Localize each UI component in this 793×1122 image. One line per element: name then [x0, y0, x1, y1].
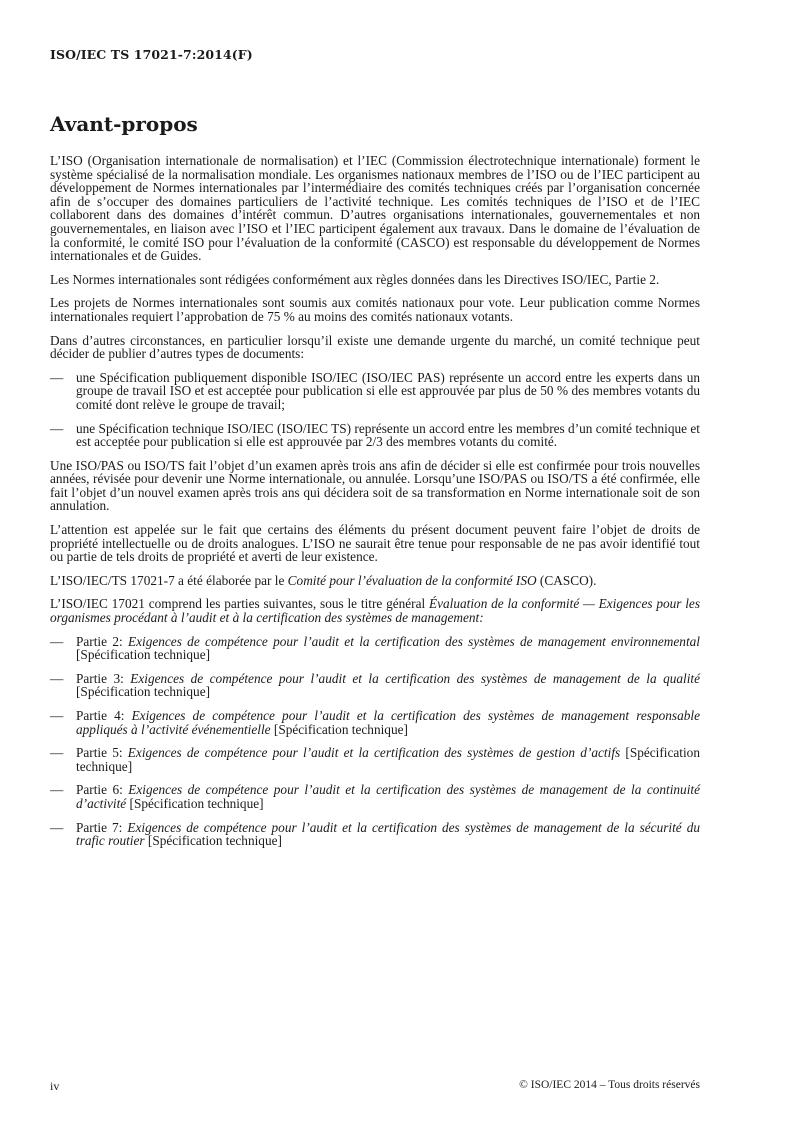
part-title: Exigences de compétence pour l’audit et la certification des systèmes de management de la qualité: [130, 670, 700, 686]
paragraph-review: Une ISO/PAS ou ISO/TS fait l’objet d’un examen après trois ans afin de décider si elle est confirmée pour trois nouvelles années, révisée pour devenir une Norme internationale, ou annulée. Lorsqu’une ISO/PAS ou ISO/TS a été confirmée, elle fait l’objet d’un nouvel examen après trois ans qui décidera soit de sa transformation en Norme internationale soit de son annulation.: [50, 457, 700, 514]
dash-marker: —: [50, 745, 64, 761]
list-item: [50, 746, 700, 773]
dash-marker: —: [50, 369, 64, 385]
paragraph-voting: Les projets de Normes internationales sont soumis aux comités nationaux pour vote. Leur publication comme Normes internationales requiert l’approbation de 75 % au moins des comités nationaux votants.: [50, 295, 700, 324]
dash-marker: —: [50, 782, 64, 798]
copyright-notice: © ISO/IEC 2014 – Tous droits réservés: [519, 1079, 700, 1091]
text: (CASCO).: [536, 572, 597, 588]
dash-marker: —: [50, 708, 64, 723]
page-number: iv: [50, 1079, 60, 1093]
part-label: Partie 2:: [76, 633, 128, 649]
part-label: Partie 7:: [76, 819, 128, 835]
part-title: Exigences de compétence pour l’audit et la certification des systèmes de gestion d’actifs: [127, 745, 621, 761]
paragraph-intro: L’ISO (Organisation internationale de normalisation) et l’IEC (Commission électrotechnique internationale) forment le système spécialisé de la normalisation mondiale. Les organismes nationaux membres de l’ISO ou de l’IEC participent au développement de Normes internationales par l’intermédiaire des comités techniques créés par l’organisation concernée afin de s’occuper des domaines particuliers de l’activité technique. Les comités techniques de l’ISO et de l’IEC collaborent dans des domaines d’intérêt commun. D’autres organisations internationales, gouvernementales et non gouvernementales, en liaison avec l’ISO et l’IEC participent également aux travaux. Dans le domaine de l’évaluation de la conformité, le comité ISO pour l’évaluation de la conformité (CASCO) est responsable du développement de Normes internationales et de Guides.: [50, 153, 700, 264]
dash-marker: —: [50, 819, 64, 835]
list-item: [50, 371, 700, 412]
part-label: Partie 3:: [76, 670, 131, 686]
text: L’ISO/IEC 17021 comprend les parties suivantes, sous le titre général: [50, 596, 429, 612]
list-item: [50, 821, 700, 848]
dash-marker: —: [50, 670, 64, 686]
list-item: [50, 635, 700, 662]
list-item-text: une Spécification technique ISO/IEC (ISO/IEC TS) représente un accord entre les membres d’un comité technique et est acceptée pour publication si elle est approuvée par 2/3 des membres votants du comité.: [76, 420, 700, 450]
list-item: [50, 422, 700, 449]
list-item-text: une Spécification publiquement disponible ISO/IEC (ISO/IEC PAS) représente un accord entre les experts dans un groupe de travail ISO et est acceptée pour publication si elle est approuvée par plus de 50 % des membres votants du comité dont relève le groupe de travail;: [76, 369, 700, 412]
part-type: [Spécification technique]: [126, 795, 264, 811]
part-label: Partie 4:: [76, 708, 132, 723]
part-title: Exigences de compétence pour l’audit et la certification des systèmes de management environnemental: [127, 633, 700, 649]
part-title: Exigences de compétence pour l’audit et la certification des systèmes de management de la sécurité du trafic routier: [76, 819, 700, 849]
list-item: [50, 783, 700, 810]
document-types-list: [50, 371, 700, 449]
list-item: [50, 709, 700, 736]
paragraph-directives: Les Normes internationales sont rédigées conformément aux règles données dans les Directives ISO/IEC, Partie 2.: [50, 271, 660, 287]
part-type: [Spécification technique]: [76, 647, 211, 663]
part-title: Exigences de compétence pour l’audit et la certification des systèmes de management responsable appliqués à l’activité événementielle: [76, 708, 700, 737]
part-label: Partie 6:: [76, 782, 129, 798]
paragraph-committee: [50, 574, 700, 588]
part-type: [Spécification technique]: [270, 721, 408, 737]
parts-list: [50, 635, 700, 848]
committee-name: Comité pour l’évaluation de la conformité ISO: [287, 572, 537, 588]
part-type: [Spécification technique]: [76, 745, 700, 774]
foreword-body: [50, 154, 700, 858]
part-label: Partie 5:: [76, 745, 128, 761]
text: L’ISO/IEC/TS 17021-7 a été élaborée par le: [50, 572, 288, 588]
page-title: Avant-propos: [50, 112, 198, 136]
part-type: [Spécification technique]: [144, 833, 282, 849]
document-code: ISO/IEC TS 17021-7:2014(F): [50, 47, 253, 62]
part-title: Exigences de compétence pour l’audit et la certification des systèmes de management de la continuité d’activité: [76, 782, 700, 811]
dash-marker: —: [50, 420, 64, 436]
list-item: [50, 672, 700, 699]
paragraph-other-circumstances: Dans d’autres circonstances, en particulier lorsqu’il existe une demande urgente du marché, un comité technique peut décider de publier d’autres types de documents:: [50, 332, 700, 362]
part-type: [Spécification technique]: [76, 684, 211, 700]
dash-marker: —: [50, 633, 64, 649]
paragraph-parts-intro: [50, 597, 700, 624]
general-title: Évaluation de la conformité — Exigences pour les organismes procédant à l’audit et à la certification des systèmes de management:: [50, 596, 700, 626]
paragraph-patents: L’attention est appelée sur le fait que certains des éléments du présent document peuvent faire l’objet de droits de propriété intellectuelle ou de droits analogues. L’ISO ne saurait être tenue pour responsable de ne pas avoir identifié tout ou partie de tels droits de propriété et averti de leur existence.: [50, 522, 700, 565]
